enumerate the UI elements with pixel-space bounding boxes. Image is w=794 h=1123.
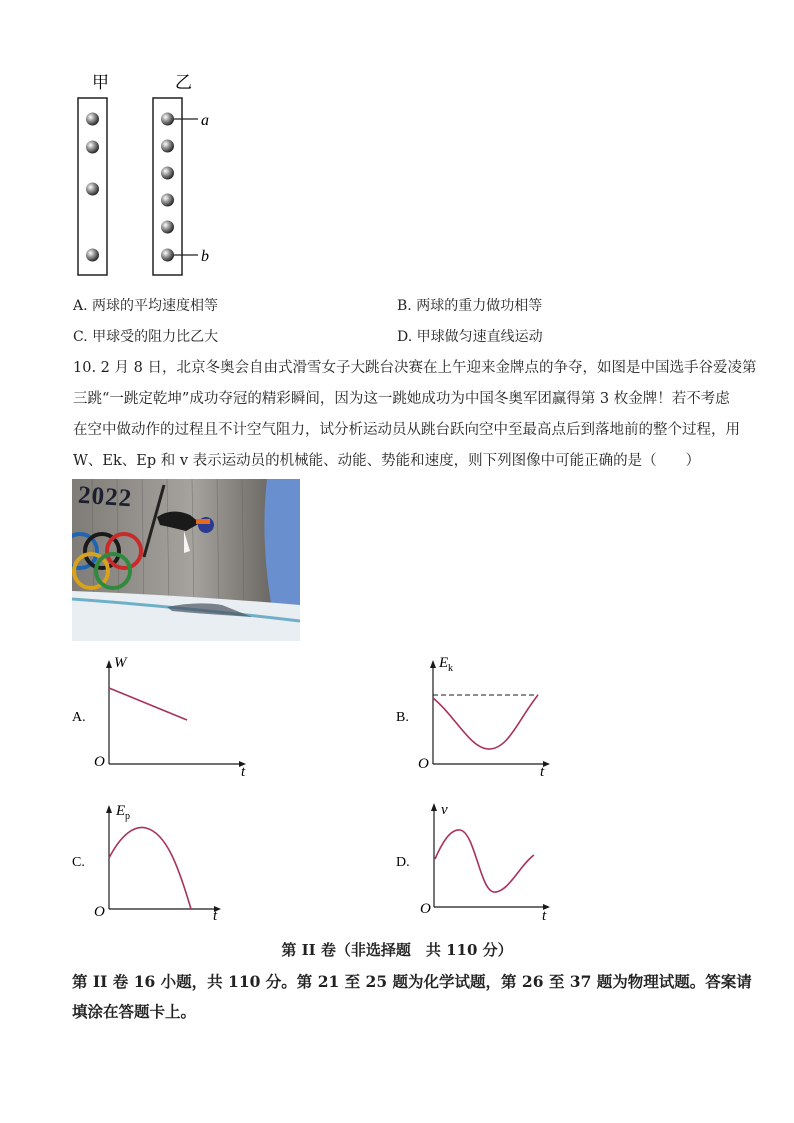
graph-d xyxy=(390,795,560,925)
graph-a-curve xyxy=(109,688,187,720)
yi-ball xyxy=(161,167,174,180)
q9-option-d: D. 甲球做匀速直线运动 xyxy=(397,329,543,345)
graph-c-option: C. xyxy=(72,855,85,870)
label-jia: 甲 xyxy=(92,73,109,92)
graph-b-y-label: E xyxy=(439,655,449,671)
graph-b-y-arrow xyxy=(430,660,436,668)
graph-d-origin: O xyxy=(420,901,431,917)
graph-a-y-arrow xyxy=(106,660,112,668)
section-2-line-1: 第 II 卷 16 小题，共 110 分。第 21 至 25 题为化学试题，第 26 至 37 题为物理试题。答案请 xyxy=(72,972,752,991)
graph-b-origin: O xyxy=(418,756,429,772)
q10-line-2: 三跳“一跳定乾坤”成功夺冠的精彩瞬间，因为这一跳她成功为中国冬奥军团赢得第 3 枚金牌！若不考虑 xyxy=(73,391,730,407)
label-yi: 乙 xyxy=(175,73,192,92)
q9-option-c: C. 甲球受的阻力比乙大 xyxy=(73,329,219,345)
graph-c-origin: O xyxy=(94,904,105,920)
graph-b-curve xyxy=(433,695,538,749)
graph-b-option: B. xyxy=(396,710,409,725)
point-a-label: a xyxy=(201,112,209,129)
graph-d-y-arrow xyxy=(431,803,437,811)
graph-c-x-label: t xyxy=(213,908,218,924)
graph-d-x-label: t xyxy=(542,908,547,924)
q10-line-4: W、Ek、Ep 和 v 表示运动员的机械能、动能、势能和速度，则下列图像中可能正确的是（ ） xyxy=(73,453,701,469)
q9-option-a: A. 两球的平均速度相等 xyxy=(73,298,219,314)
graph-a-x-label: t xyxy=(241,764,246,777)
graph-b-x-label: t xyxy=(540,764,545,778)
graph-a-origin: O xyxy=(94,754,105,770)
graph-b-y-sub: k xyxy=(448,663,453,674)
graph-d-curve xyxy=(435,830,534,892)
graph-c-curve xyxy=(109,827,191,909)
point-b-label: b xyxy=(201,248,209,265)
graph-a xyxy=(66,652,266,777)
graph-d-option: D. xyxy=(396,855,410,870)
yi-ball xyxy=(161,221,174,234)
yi-ball xyxy=(161,249,174,262)
jia-ball xyxy=(86,141,99,154)
q10-line-3: 在空中做动作的过程且不计空气阻力，试分析运动员从跳台跃向空中至最高点后到落地前的整个过程，用 xyxy=(73,422,740,438)
graph-c-y-arrow xyxy=(106,805,112,813)
section-2-title: 第 II 卷（非选择题 共 110 分） xyxy=(281,941,513,959)
q10-line-1: 10. 2 月 8 日，北京冬奥会自由式滑雪女子大跳台决赛在上午迎来金牌点的争夺，如图是中国选手谷爱凌第 xyxy=(73,360,757,376)
jia-ball xyxy=(86,113,99,126)
jia-ball xyxy=(86,249,99,262)
yi-ball xyxy=(161,140,174,153)
skier-photo xyxy=(72,479,300,641)
graph-c-y-sub: p xyxy=(125,811,130,822)
section-2-line-2: 填涂在答题卡上。 xyxy=(72,1002,197,1021)
graph-c xyxy=(66,795,236,925)
graph-b xyxy=(390,650,560,778)
strobe-photo-figure xyxy=(60,60,260,285)
q9-option-b: B. 两球的重力做功相等 xyxy=(397,298,543,314)
jia-ball xyxy=(86,183,99,196)
graph-a-y-label: W xyxy=(114,655,127,671)
graph-a-option: A. xyxy=(72,710,86,725)
graph-d-y-label: v xyxy=(441,802,448,818)
yi-ball xyxy=(161,194,174,207)
graph-c-y-label: E xyxy=(116,803,126,819)
yi-ball xyxy=(161,113,174,126)
photo-2022-text: 2022 xyxy=(77,481,133,513)
